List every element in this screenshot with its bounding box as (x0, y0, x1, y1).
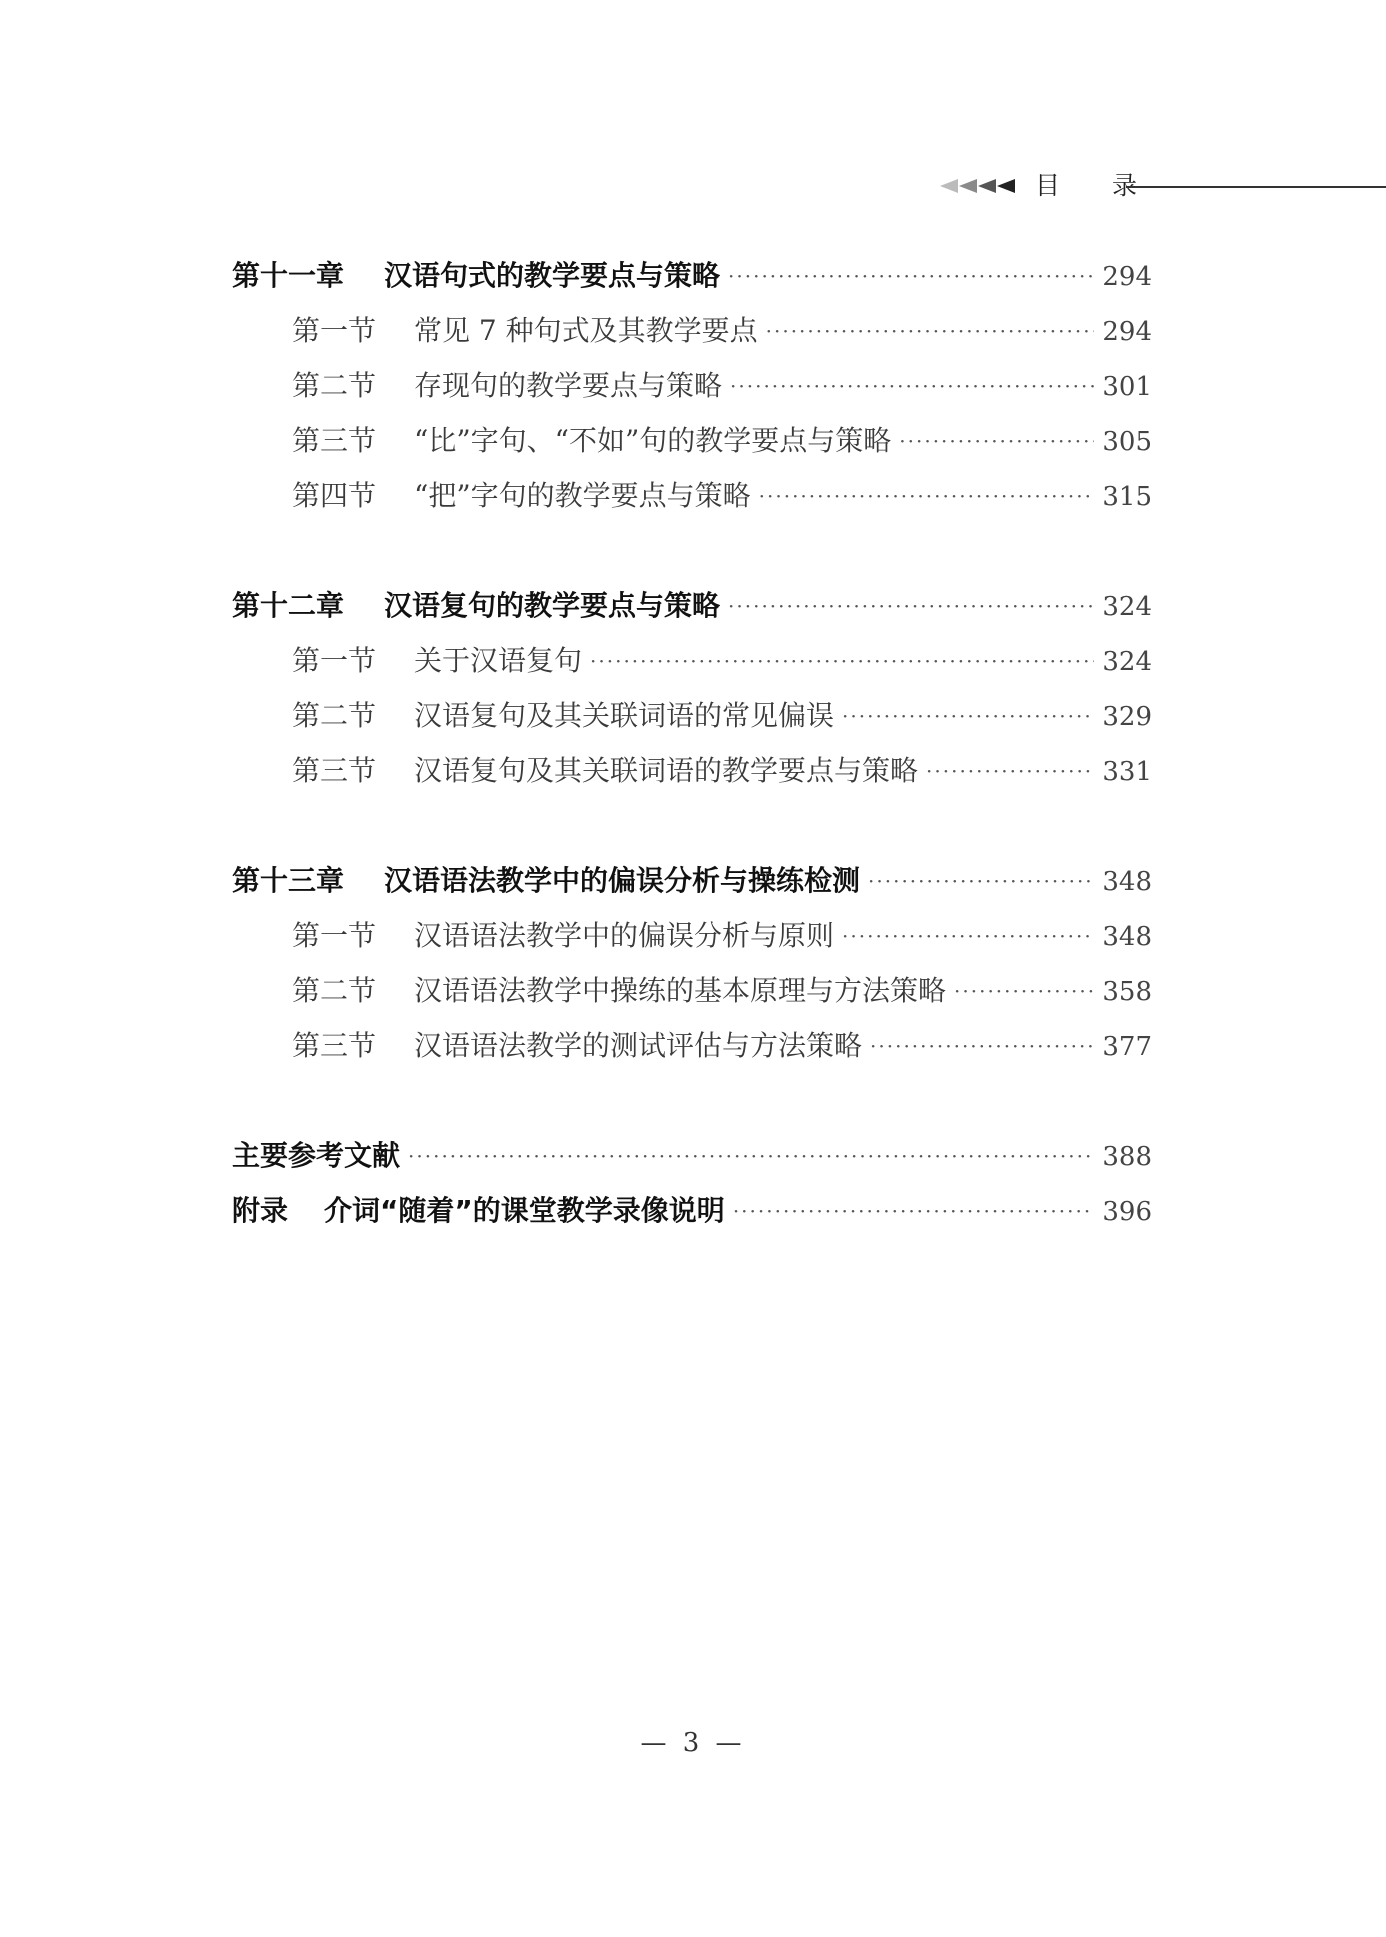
section-number: 第二节 (292, 974, 377, 1007)
section-title: 汉语语法教学中操练的基本原理与方法策略 (414, 974, 947, 1007)
dot-leader (842, 689, 1094, 744)
toc-section (232, 1018, 1152, 1073)
toc-section (232, 963, 1152, 1018)
toc-section (232, 633, 1152, 688)
section-number: 第三节 (292, 424, 377, 457)
dot-leader (733, 1184, 1095, 1239)
page-number: 329 (1102, 702, 1152, 732)
chapter-number: 第十二章 (232, 589, 345, 622)
dot-leader (954, 964, 1094, 1019)
page-number: 358 (1102, 977, 1152, 1007)
page-footer-number: — 3 — (640, 1728, 746, 1758)
toc-chapter-12 (232, 578, 1152, 633)
section-title: 存现句的教学要点与策略 (414, 369, 723, 402)
dot-leader (868, 854, 1094, 909)
chapter-title: 汉语语法教学中的偏误分析与操练检测 (384, 864, 861, 897)
toc-section (232, 743, 1152, 798)
dot-leader (899, 414, 1094, 469)
section-number: 第二节 (292, 699, 377, 732)
page-number: 301 (1102, 372, 1152, 402)
toc-references (232, 1128, 1152, 1183)
running-header (940, 166, 1386, 206)
toc-appendix (232, 1183, 1152, 1238)
header-arrows-icon (940, 166, 1016, 206)
page-number: 396 (1102, 1197, 1152, 1227)
page-number: 348 (1102, 922, 1152, 952)
toc-section (232, 468, 1152, 523)
dot-leader (759, 469, 1095, 524)
section-title: 常见 7 种句式及其教学要点 (414, 314, 758, 347)
chapter-number: 第十三章 (232, 864, 345, 897)
page-number: 331 (1102, 757, 1152, 787)
section-number: 第四节 (292, 479, 377, 512)
section-number: 第二节 (292, 369, 377, 402)
page-number: 324 (1102, 647, 1152, 677)
dot-leader (728, 249, 1094, 304)
toc-chapter-13 (232, 853, 1152, 908)
toc-section (232, 413, 1152, 468)
page-number: 294 (1102, 262, 1152, 292)
dot-leader (870, 1019, 1094, 1074)
section-number: 第一节 (292, 314, 377, 347)
page-number: 377 (1102, 1032, 1152, 1062)
section-title: “比”字句、“不如”句的教学要点与策略 (414, 424, 892, 457)
toc-section (232, 908, 1152, 963)
page-number: 324 (1102, 592, 1152, 622)
toc-section (232, 358, 1152, 413)
dot-leader (590, 634, 1094, 689)
page-number: 294 (1102, 317, 1152, 347)
header-rule (1126, 186, 1386, 188)
section-number: 第三节 (292, 754, 377, 787)
dot-leader (926, 744, 1094, 799)
section-title: 汉语语法教学的测试评估与方法策略 (414, 1029, 863, 1062)
section-number: 第三节 (292, 1029, 377, 1062)
references-title: 主要参考文献 (232, 1139, 401, 1172)
toc-section (232, 303, 1152, 358)
section-title: 汉语复句及其关联词语的常见偏误 (414, 699, 835, 732)
chapter-title: 汉语复句的教学要点与策略 (384, 589, 721, 622)
header-title: 目 录 (1035, 171, 1159, 200)
section-number: 第一节 (292, 919, 377, 952)
section-title: 关于汉语复句 (414, 644, 583, 677)
chapter-number: 第十一章 (232, 259, 345, 292)
page-number: 388 (1102, 1142, 1152, 1172)
section-number: 第一节 (292, 644, 377, 677)
toc-section (232, 688, 1152, 743)
section-title: 汉语复句及其关联词语的教学要点与策略 (414, 754, 919, 787)
chapter-title: 汉语句式的教学要点与策略 (384, 259, 721, 292)
dot-leader (728, 579, 1094, 634)
dot-leader (842, 909, 1094, 964)
section-title: “把”字句的教学要点与策略 (414, 479, 751, 512)
dot-leader (408, 1129, 1094, 1184)
dot-leader (730, 359, 1094, 414)
appendix-label: 附录 (232, 1194, 289, 1227)
page-number: 315 (1102, 482, 1152, 512)
toc-chapter-11 (232, 248, 1152, 303)
section-title: 汉语语法教学中的偏误分析与原则 (414, 919, 835, 952)
appendix-title: 介词“随着”的课堂教学录像说明 (324, 1194, 725, 1227)
page-number: 348 (1102, 867, 1152, 897)
page-number: 305 (1102, 427, 1152, 457)
table-of-contents (232, 248, 1152, 1238)
dot-leader (766, 304, 1095, 359)
